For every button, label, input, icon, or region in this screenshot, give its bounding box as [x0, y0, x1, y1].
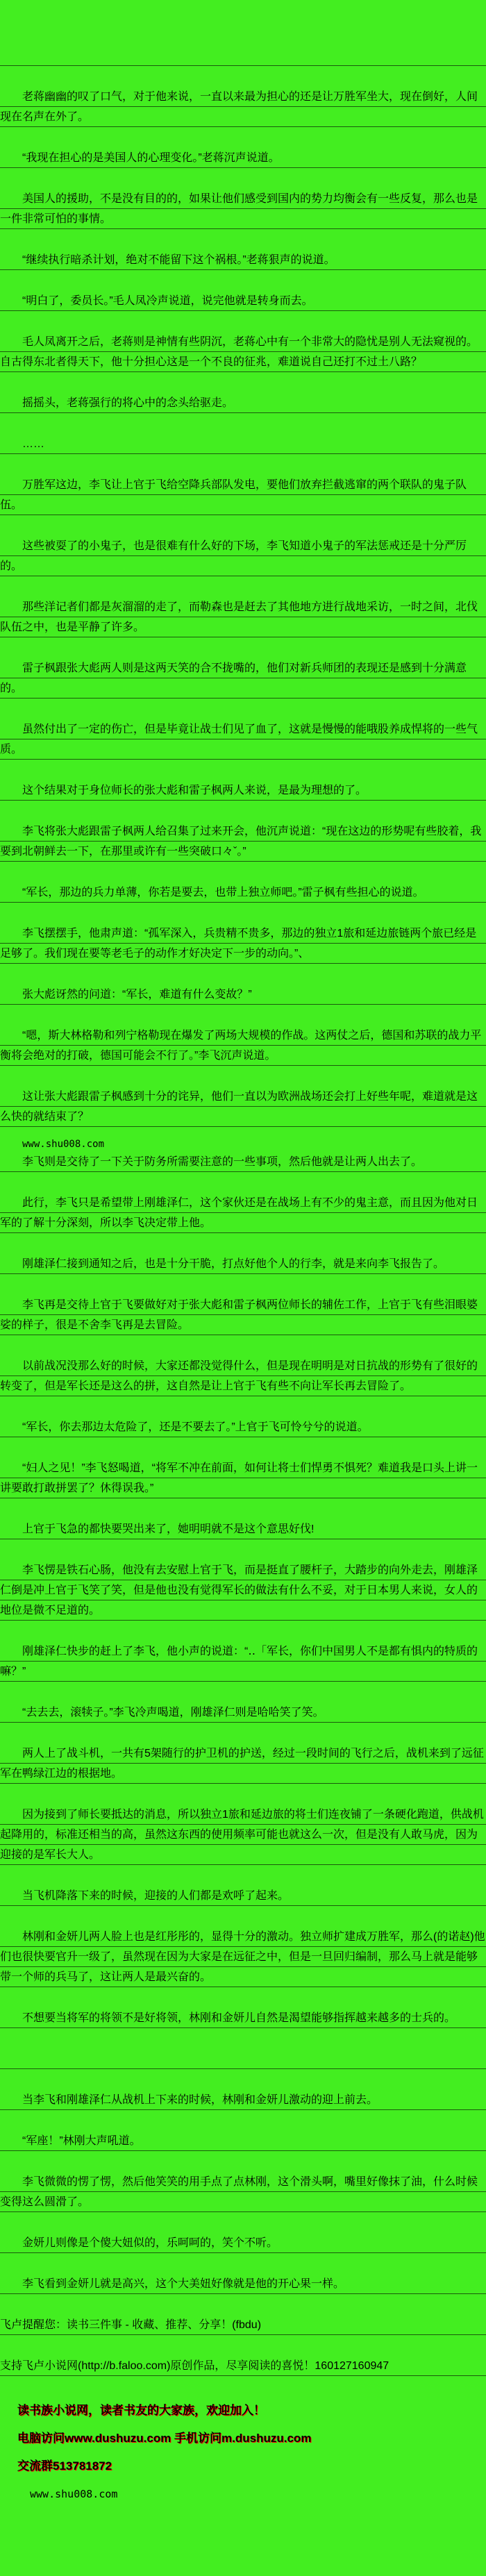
paragraph: 李飞摆摆手，他肃声道：“孤军深入，兵贵精不贵多，那边的独立1旅和延边旅链两个旅已经是足够了。我们现在要等老毛子的动作才好决定下一步的动向。”、	[0, 923, 486, 964]
paragraph: 李飞愣是铁石心肠，他没有去安慰上官于飞，而是挺直了腰杆子，大踏步的向外走去，刚雄泽仁倒是冲上官于飞笑了笑，但是他也没有觉得军长的做法有什么不妥，对于日本男人来说，女人的地位是微不足道的。	[0, 1560, 486, 1621]
blank-ruled-line	[0, 46, 486, 66]
paragraph: 金妍儿则像是个傻大妞似的，乐呵呵的，笑个不听。	[0, 2233, 486, 2253]
paragraph: 此行，李飞只是希望带上刚雄泽仁，这个家伙还是在战场上有不少的鬼主意，而且因为他对日军的了解十分深刻，所以李飞决定带上他。	[0, 1193, 486, 1233]
promo-line: 读书族小说网，读者书友的大家族，欢迎加入！	[17, 2404, 265, 2417]
paragraph: 李飞再是交待上官于飞要做好对于张大彪和雷子枫两位师长的辅佐工作，上官于飞有些泪眼婆娑的样子，很是不舍李飞再是去冒险。	[0, 1295, 486, 1335]
site-watermark: www.shu008.com	[22, 1139, 105, 1150]
paragraph: 这些被耍了的小鬼子，也是很难有什么好的下场，李飞知道小鬼子的军法惩戒还是十分严厉的。	[0, 536, 486, 576]
paragraph: 林刚和金妍儿两人脸上也是红彤彤的，显得十分的激动。独立师扩建成万胜军，那么(的诺赵)他们也很快要官升一级了，虽然现在因为大家是在远征之中，但是一旦回归编制，那么马上就是能够带一个师的兵马了，这让两人是最兴奋的。	[0, 1927, 486, 1987]
paragraph: 虽然付出了一定的伤亡，但是毕竟让战士们见了血了，这就是慢慢的能哦股养成悍将的一些气质。	[0, 719, 486, 760]
paragraph: 李飞微微的愣了愣，然后他笑笑的用手点了点林刚，这个滑头啊，嘴里好像抹了油，什么时候变得这么圆滑了。	[0, 2172, 486, 2212]
paragraph: 上官于飞急的都快要哭出来了，她明明就不是这个意思好伐!	[0, 1519, 486, 1539]
paragraph: “军座！”林刚大声吼道。	[0, 2131, 486, 2151]
paragraph: 毛人凤离开之后，老蒋则是神情有些阴沉，老蒋心中有一个非常大的隐忧是别人无法窥视的。自古得东北者得天下，他十分担心这是一个不良的征兆，难道说自己还打不过土八路？	[0, 332, 486, 372]
paragraph: 李飞看到金妍儿就是高兴，这个大美妞好像就是他的开心果一样。	[0, 2274, 486, 2294]
paragraph: 两人上了战斗机，一共有5架随行的护卫机的护送，经过一段时间的飞行之后，战机来到了远征军在鸭绿江边的根据地。	[0, 1743, 486, 1784]
paragraph: 不想要当将军的将领不是好将领，林刚和金妍儿自然是渴望能够指挥越来越多的士兵的。	[0, 2008, 486, 2028]
paragraph: 以前战况没那么好的时候，大家还都没觉得什么，但是现在明明是对日抗战的形势有了很好的转变了，但是军长还是这么的拼，这自然是让上官于飞有些不向让军长再去冒险了。	[0, 1356, 486, 1396]
paragraph: 李飞将张大彪跟雷子枫两人给召集了过来开会，他沉声说道：“现在这边的形势呢有些胶着，我要到北朝鲜去一下，在那里或许有一些突破口々ˇ。”	[0, 821, 486, 862]
paragraph: 摇摇头，老蒋强行的将心中的念头给驱走。	[0, 393, 486, 413]
paragraph: 那些洋记者们都是灰溜溜的走了，而勒森也是赶去了其他地方进行战地采访，一时之间，北伐队伍之中，也是平静了许多。	[0, 597, 486, 637]
paragraph: “军长，你去那边太危险了，还是不要去了。”上官于飞可怜兮兮的说道。	[0, 1417, 486, 1437]
paragraph: 当飞机降落下来的时候，迎接的人们都是欢呼了起来。	[0, 1886, 486, 1906]
paragraph: ……	[0, 434, 486, 454]
paragraph: 雷子枫跟张大彪两人则是这两天笑的合不拢嘴的，他们对新兵师团的表现还是感到十分满意的。	[0, 658, 486, 699]
paragraph: 支持飞卢小说网(http://b.faloo.com)原创作品，尽享阅读的喜悦！160127160947	[0, 2356, 486, 2376]
paragraph: 飞卢提醒您：读书三件事 - 收藏、推荐、分享！(fbdu)	[0, 2315, 486, 2335]
promo-line: 交流群513781872	[17, 2459, 112, 2473]
paragraph: 刚雄泽仁接到通知之后，也是十分干脆，打点好他个人的行李，就是来向李飞报告了。	[0, 1254, 486, 1274]
promo-line: 电脑访问www.dushuzu.com 手机访问m.dushuzu.com	[17, 2432, 312, 2445]
paragraph: 美国人的援助，不是没有目的的，如果让他们感受到国内的势力均衡会有一些反复，那么也是一件非常可怕的事情。	[0, 189, 486, 229]
paragraph: 这个结果对于身位师长的张大彪和雷子枫两人来说，是最为理想的了。	[0, 780, 486, 801]
paragraph: 李飞则是交待了一下关于防务所需要注意的一些事项，然后他就是让两人出去了。	[0, 1152, 486, 1172]
paragraph: “我现在担心的是美国人的心理变化。”老蒋沉声说道。	[0, 148, 486, 168]
paragraph: “妇人之见！”李飞怒喝道，“将军不冲在前面，如何让将士们悍勇不惧死？难道我是口头上讲一讲要敢打敢拼罢了？休得误我。”	[0, 1458, 486, 1498]
paragraph: 老蒋幽幽的叹了口气，对于他来说，一直以来最为担心的还是让万胜军坐大，现在倒好，人间现在名声在外了。	[0, 87, 486, 127]
blank-ruled-line	[0, 2049, 486, 2069]
paragraph: “军长，那边的兵力单薄，你若是要去，也带上独立师吧。”雷子枫有些担心的说道。	[0, 883, 486, 903]
paragraph: 万胜军这边，李飞让上官于飞给空降兵部队发电，要他们放弃拦截逃窜的两个联队的鬼子队伍。	[0, 475, 486, 515]
paragraph: “明白了，委员长。”毛人凤冷声说道，说完他就是转身而去。	[0, 291, 486, 311]
paragraph: 这让张大彪跟雷子枫感到十分的诧异，他们一直以为欧洲战场还会打上好些年呢，难道就是这么快的就结束了？	[0, 1087, 486, 1127]
paragraph: 刚雄泽仁快步的赶上了李飞，他小声的说道：“‥「军长，你们中国男人不是都有惧内的特质的嘛？”	[0, 1641, 486, 1682]
paragraph: 当李飞和刚雄泽仁从战机上下来的时候，林刚和金妍儿激动的迎上前去。	[0, 2090, 486, 2110]
paragraph: “嗯，斯大林格勒和列宁格勒现在爆发了两场大规模的作战。这两仗之后，德国和苏联的战力平衡将会绝对的打破，德国可能会不行了。”李飞沉声说道。	[0, 1026, 486, 1066]
bottom-site-link: www.shu008.com	[30, 2488, 118, 2500]
paragraph: 因为接到了师长要抵达的消息，所以独立1旅和延边旅的将士们连夜铺了一条硬化跑道，供战机起降用的，标准还相当的高，虽然这东西的使用频率可能也就这么一次，但是没有人敢马虎，因为迎接的是军长大人。	[0, 1805, 486, 1865]
paragraph: “继续执行暗杀计划，绝对不能留下这个祸根。”老蒋狠声的说道。	[0, 250, 486, 270]
paragraph: “去去去，滚犊子。”李飞冷声喝道，刚雄泽仁则是哈哈笑了笑。	[0, 1703, 486, 1723]
paragraph: 张大彪讶然的问道：“军长，难道有什么变故？”	[0, 985, 486, 1005]
